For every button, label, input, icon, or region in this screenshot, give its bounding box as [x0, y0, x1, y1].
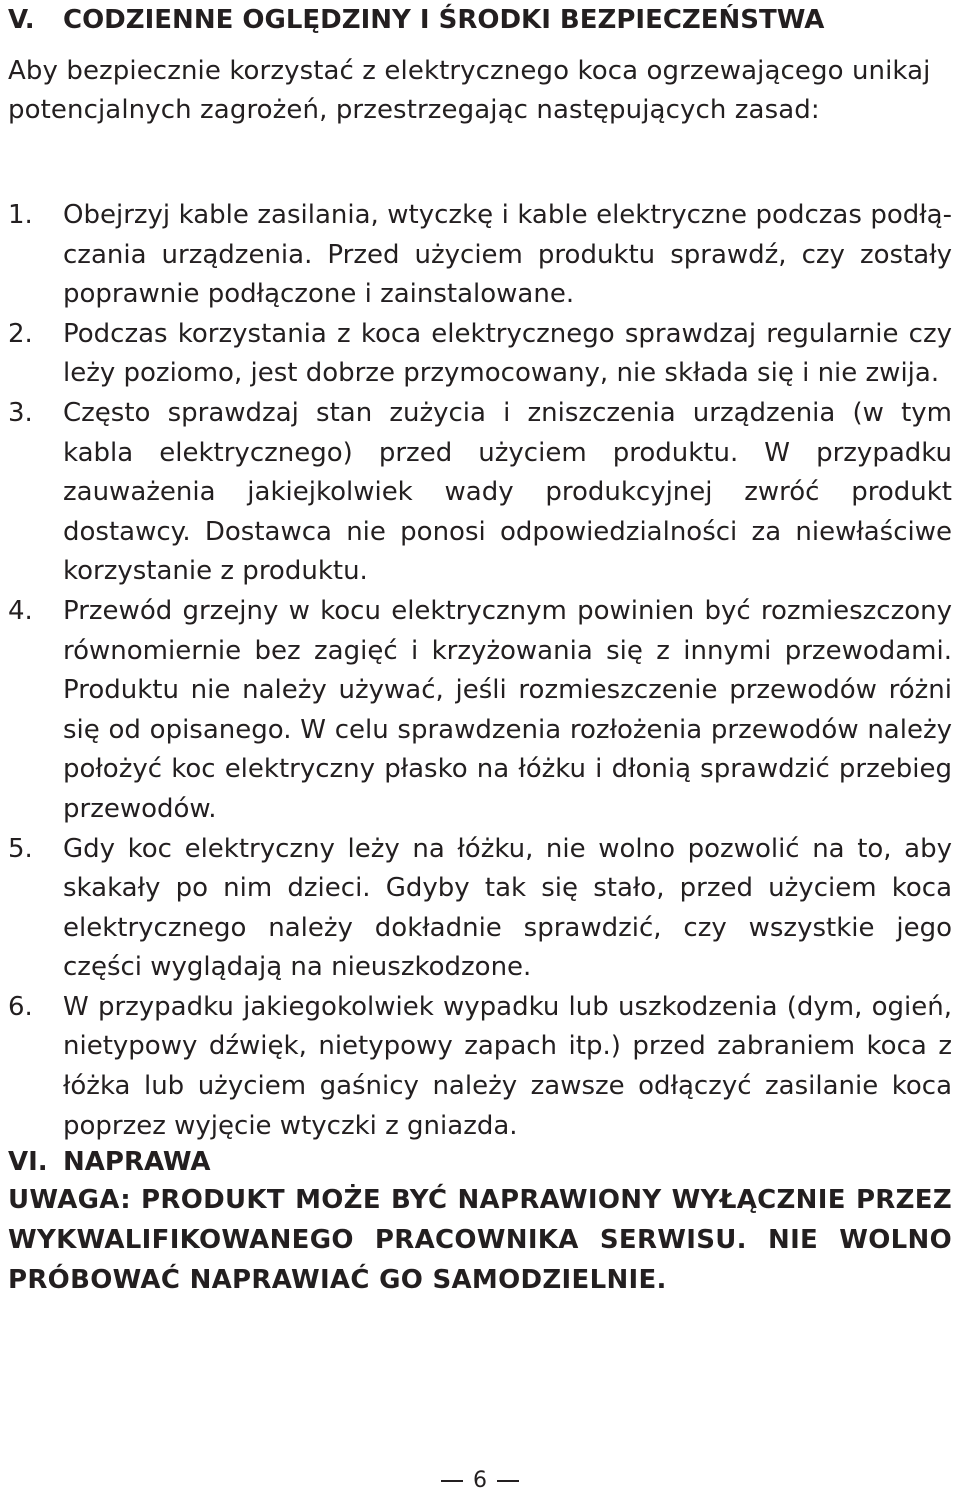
list-item-text: Często sprawdzaj stan zużycia i zniszczenia urządzenia (w tym kabla elektrycznego) przed użyciem produktu. W przypadku zauważenia jakiejkolwiek wady produkcyjnej zwróć produkt dostawcy. Dostawca nie ponosi odpowiedzialności za niewłaściwe korzystanie z produktu.	[63, 397, 952, 587]
list-item	[8, 830, 952, 988]
section-6-number: VI.	[8, 1147, 48, 1177]
list-item-number: 2.	[8, 318, 33, 349]
section-5-title: CODZIENNE OGLĘDZINY I ŚRODKI BEZPIECZEŃSTWA	[63, 5, 825, 35]
list-item-number: 5.	[8, 833, 33, 864]
list-item-text: Gdy koc elektryczny leży na łóżku, nie wolno pozwolić na to, aby skakały po nim dzieci. Gdyby tak się stało, przed użyciem koca elektrycznego należy dokładnie sprawdzić, czy wszystkie jego części wyglądają na nieuszkodzone.	[63, 833, 952, 983]
list-item	[8, 592, 952, 830]
list-item-text: Przewód grzejny w kocu elektrycznym powinien być rozmieszczony równomiernie bez zagięć i krzyżowania się z innymi przewodami. Produktu nie należy używać, jeśli rozmieszczenie przewodów różni się od opisanego. W celu sprawdzenia rozłożenia przewodów należy położyć koc elektryczny płasko na łóżku i dłonią sprawdzić przebieg przewodów.	[63, 595, 952, 824]
section-6-title: NAPRAWA	[63, 1147, 211, 1177]
list-item	[8, 394, 952, 592]
section-5-number: V.	[8, 5, 35, 35]
list-item-number: 6.	[8, 991, 33, 1022]
list-item-text: W przypadku jakiegokolwiek wypadku lub uszkodzenia (dym, ogień, nietypowy dźwięk, nietypowy zapach itp.) przed zabraniem koca z łóżka lub użyciem gaśnicy należy zawsze odłączyć zasilanie koca poprzez wyjęcie wtyczki z gniazda.	[63, 991, 952, 1141]
page-footer	[8, 1466, 952, 1496]
safety-rules-list	[8, 196, 952, 1146]
list-item	[8, 315, 952, 394]
section-5-heading	[8, 0, 824, 40]
section-6-heading	[8, 1142, 211, 1182]
footer-dash-right	[497, 1480, 519, 1482]
list-item-number: 1.	[8, 200, 33, 230]
list-item	[8, 988, 952, 1146]
footer-dash-left	[441, 1480, 463, 1482]
list-item-number: 4.	[8, 595, 33, 626]
page-number: 6	[473, 1468, 487, 1493]
section-5-intro: Aby bezpiecznie korzystać z elektrycznego koca ogrzewającego unikaj potencjalnych zagrożeń, przestrzegając następujących zasad:	[8, 56, 931, 125]
list-item	[8, 196, 952, 315]
list-item-text: Podczas korzystania z koca elektrycznego sprawdzaj regularnie czy leży poziomo, jest dobrze przymocowany, nie składa się i nie zwija.	[63, 318, 952, 389]
list-item-number: 3.	[8, 397, 33, 428]
list-item-text: Obejrzyj kable zasilania, wtyczkę i kable elektryczne podczas podłączania urządzenia. Przed użyciem produktu sprawdź, czy zostały poprawnie podłączone i zainstalowane.	[63, 200, 952, 310]
repair-warning: UWAGA: PRODUKT MOŻE BYĆ NAPRAWIONY WYŁĄCZNIE PRZEZ WYKWALIFIKOWANEGO PRACOWNIKA SERWISU. NIE WOLNO PRÓBOWAĆ NAPRAWIAĆ GO SAMODZIELNIE.	[8, 1185, 952, 1295]
